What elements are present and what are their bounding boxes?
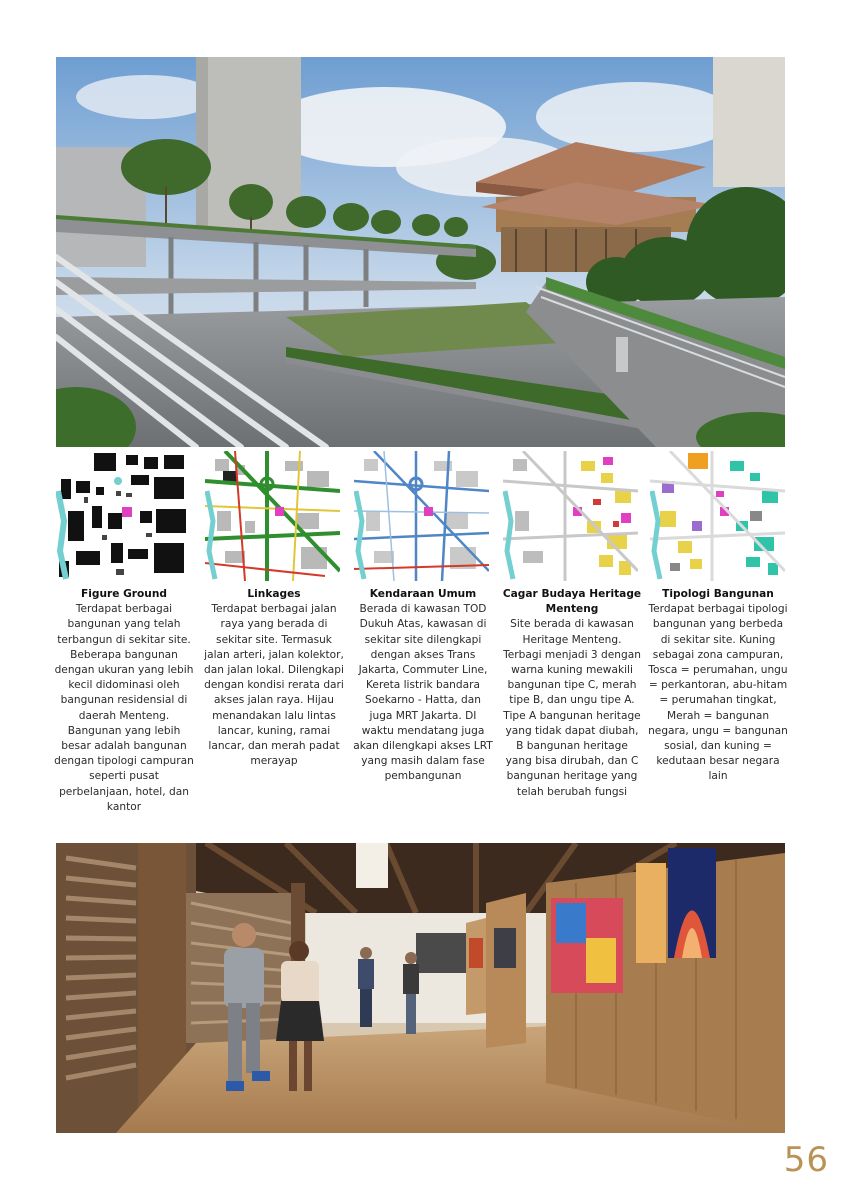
caption-linkages bbox=[204, 587, 344, 769]
caption-body: Terdapat berbagai jalan raya yang berada di sekitar site. Termasuk jalan arteri, jalan kolektor, dan jalan lokal. Dilengkapi dengan kondisi rerata dari akses jalan raya. Hijau menandakan lalu lintas lancar, kuning, ramai lancar, dan merah padat merayap bbox=[204, 603, 344, 768]
analysis-maps-row bbox=[56, 451, 785, 583]
gallery-interior-render-image bbox=[56, 843, 785, 1133]
caption-title: Linkages bbox=[247, 588, 301, 600]
caption-kendaraan-umum bbox=[353, 587, 493, 785]
caption-body: Terdapat berbagai bangunan yang telah terbangun di sekitar site. Beberapa bangunan dengan ukuran yang lebih kecil didominasi oleh bangunan residensial di daerah Menteng. Bangunan yang lebih besar adalah bangunan dengan tipologi campuran seperti pusat perbelanjaan, hotel, dan kantor bbox=[54, 603, 194, 813]
caption-tipologi bbox=[648, 587, 788, 785]
hero-render-image bbox=[56, 57, 785, 447]
page-number: 56 bbox=[783, 1140, 829, 1180]
caption-body: Terdapat berbagai tipologi bangunan yang berbeda di sekitar site. Kuning sebagai zona campuran, Tosca = perumahan, ungu = perkantoran, abu-hitam = perumahan tingkat, Merah = bangunan negara, ungu = bangunan sosial, dan kuning = kedutaan besar negara lain bbox=[648, 603, 788, 783]
caption-body: Site berada di kawasan Heritage Menteng. Terbagi menjadi 3 dengan warna kuning mewakili bangunan tipe C, merah tipe B, dan ungu tipe A. Tipe A bangunan heritage yang tidak dapat diubah, B bangunan heritage yang bisa dirubah, dan C bangunan heritage yang telah berubah fungsi bbox=[503, 618, 641, 798]
caption-title: Cagar Budaya Heritage Menteng bbox=[502, 588, 642, 616]
caption-heritage bbox=[502, 587, 642, 800]
caption-body: Berada di kawasan TOD Dukuh Atas, kawasan di sekitar site dilengkapi dengan akses Trans Jakarta, Commuter Line, Kereta listrik bandara Soekarno - Hatta, dan juga MRT Jakarta. DI waktu mendatang juga akan dilengkapi akses LRT yang masih dalam fase pembangunan bbox=[353, 603, 493, 783]
linkages-map bbox=[205, 451, 340, 581]
caption-title: Kendaraan Umum bbox=[369, 588, 477, 600]
public-transport-map bbox=[354, 451, 489, 581]
caption-title: Tipologi Bangunan bbox=[662, 588, 774, 600]
heritage-map bbox=[503, 451, 638, 581]
caption-title: Figure Ground bbox=[81, 588, 167, 600]
figure-ground-map bbox=[56, 451, 191, 581]
caption-figure-ground bbox=[54, 587, 194, 815]
typology-map bbox=[650, 451, 785, 581]
